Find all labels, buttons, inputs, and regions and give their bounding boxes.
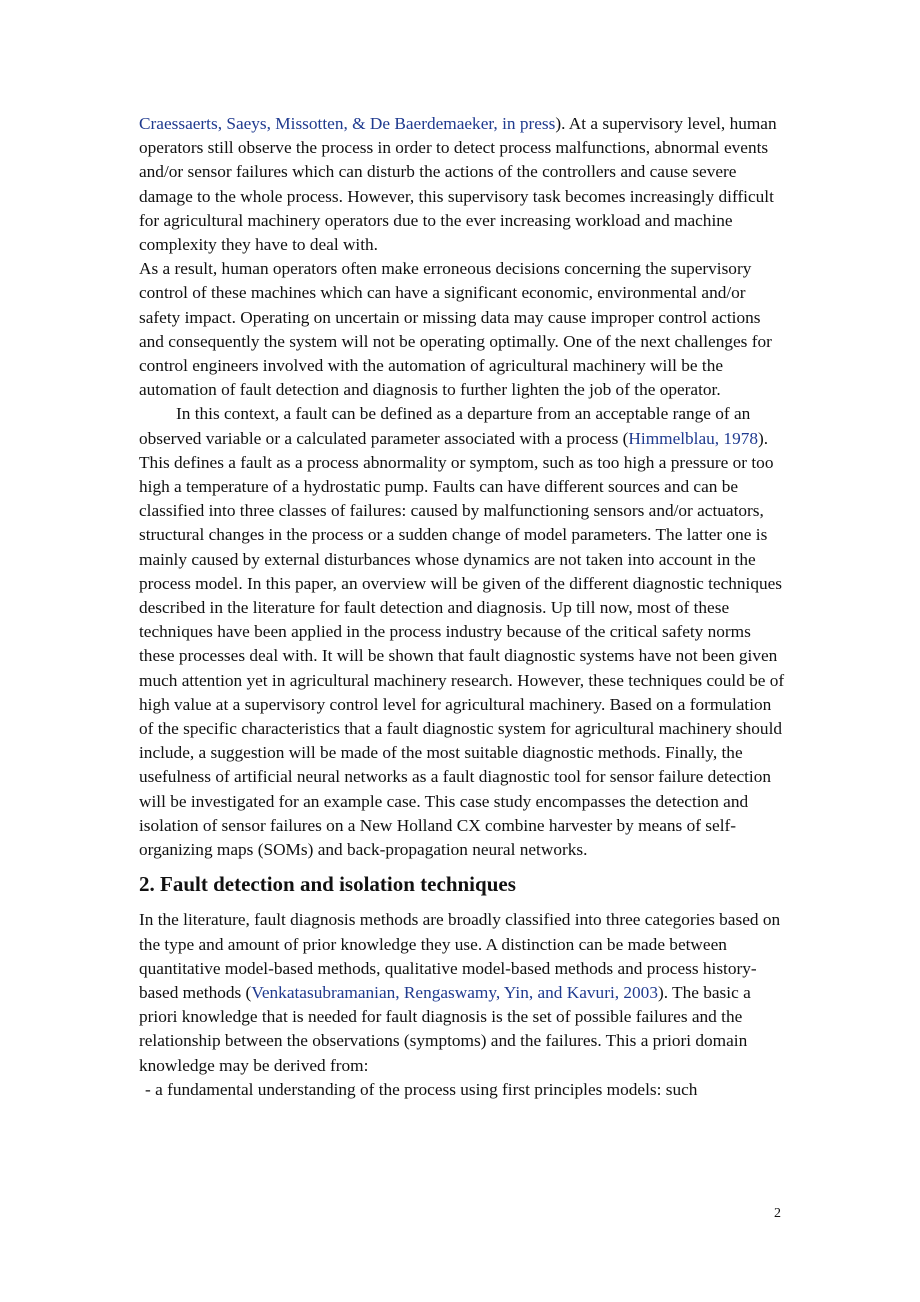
paragraph-fault-definition [139,402,785,862]
paragraph-text: ). This defines a fault as a process abnormality or symptom, such as too high a pressure or too high a temperature of a hydrostatic pump. Faults can have different sources and can be classified into three classes of failures: caused by malfunctioning sensors and/or actuators, structural changes in the process or a sudden change of model parameters. The latter one is mainly caused by external disturbances whose dynamics are not taken into account in the process model. In this paper, an overview will be given of the different diagnostic techniques described in the literature for fault detection and diagnosis. Up till now, most of these techniques have been applied in the process industry because of the critical safety norms these processes deal with. It will be shown that fault diagnostic systems have not been given much attention yet in agricultural machinery research. However, these techniques could be of high value at a supervisory control level for agricultural machinery. Based on a formulation of the specific characteristics that a fault diagnostic system for agricultural machinery should include, a suggestion will be made of the most suitable diagnostic methods. Finally, the usefulness of artificial neural networks as a fault diagnostic tool for sensor failure detection will be investigated for an example case. This case study encompasses the detection and isolation of sensor failures on a New Holland CX combine harvester by means of self-organizing maps (SOMs) and back-propagation neural networks. [139,428,785,860]
paragraph-diagnosis-methods [139,908,785,1077]
paragraph-supervisory [139,112,785,257]
citation-link[interactable]: Himmelblau, 1978 [628,428,758,448]
page-body [139,112,785,1102]
citation-link[interactable]: Craessaerts, Saeys, Missotten, & De Baerdemaeker, in press [139,114,556,133]
page-number: 2 [774,1206,781,1221]
list-item: - a fundamental understanding of the process using first principles models: such [145,1079,698,1099]
paragraph-text: ). At a supervisory level, human operators still observe the process in order to detect process malfunctions, abnormal events and/or sensor failures which can disturb the actions of the controllers and cause severe damage to the whole process. However, this supervisory task becomes increasingly difficult for agricultural machinery operators due to the ever increasing workload and machine complexity they have to deal with. [139,114,777,255]
citation-link[interactable]: Venkatasubramanian, Rengaswamy, Yin, and Kavuri, 2003 [251,982,658,1002]
section-heading: 2. Fault detection and isolation techniques [139,872,516,897]
paragraph-text: ). The basic a priori knowledge that is needed for fault diagnosis is the set of possible failures and the relationship between the observations (symptoms) and the failures. This a priori domain knowledge may be derived from: [139,982,751,1075]
paragraph-text: In this context, a fault can be defined as a departure from an acceptable range of an observed variable or a calculated parameter associated with a process ( [139,404,751,448]
paragraph-erroneous-decisions: As a result, human operators often make erroneous decisions concerning the supervisory control of these machines which can have a significant economic, environmental and/or safety impact. Operating on uncertain or missing data may cause improper control actions and consequently the system will not be operating optimally. One of the next challenges for control engineers involved with the automation of agricultural machinery will be the automation of fault detection and diagnosis to further lighten the job of the operator. [139,259,772,400]
paragraph-text: In the literature, fault diagnosis methods are broadly classified into three categories based on the type and amount of prior knowledge they use. A distinction can be made between quantitative model-based methods, qualitative model-based methods and process history-based methods ( [139,910,781,1002]
